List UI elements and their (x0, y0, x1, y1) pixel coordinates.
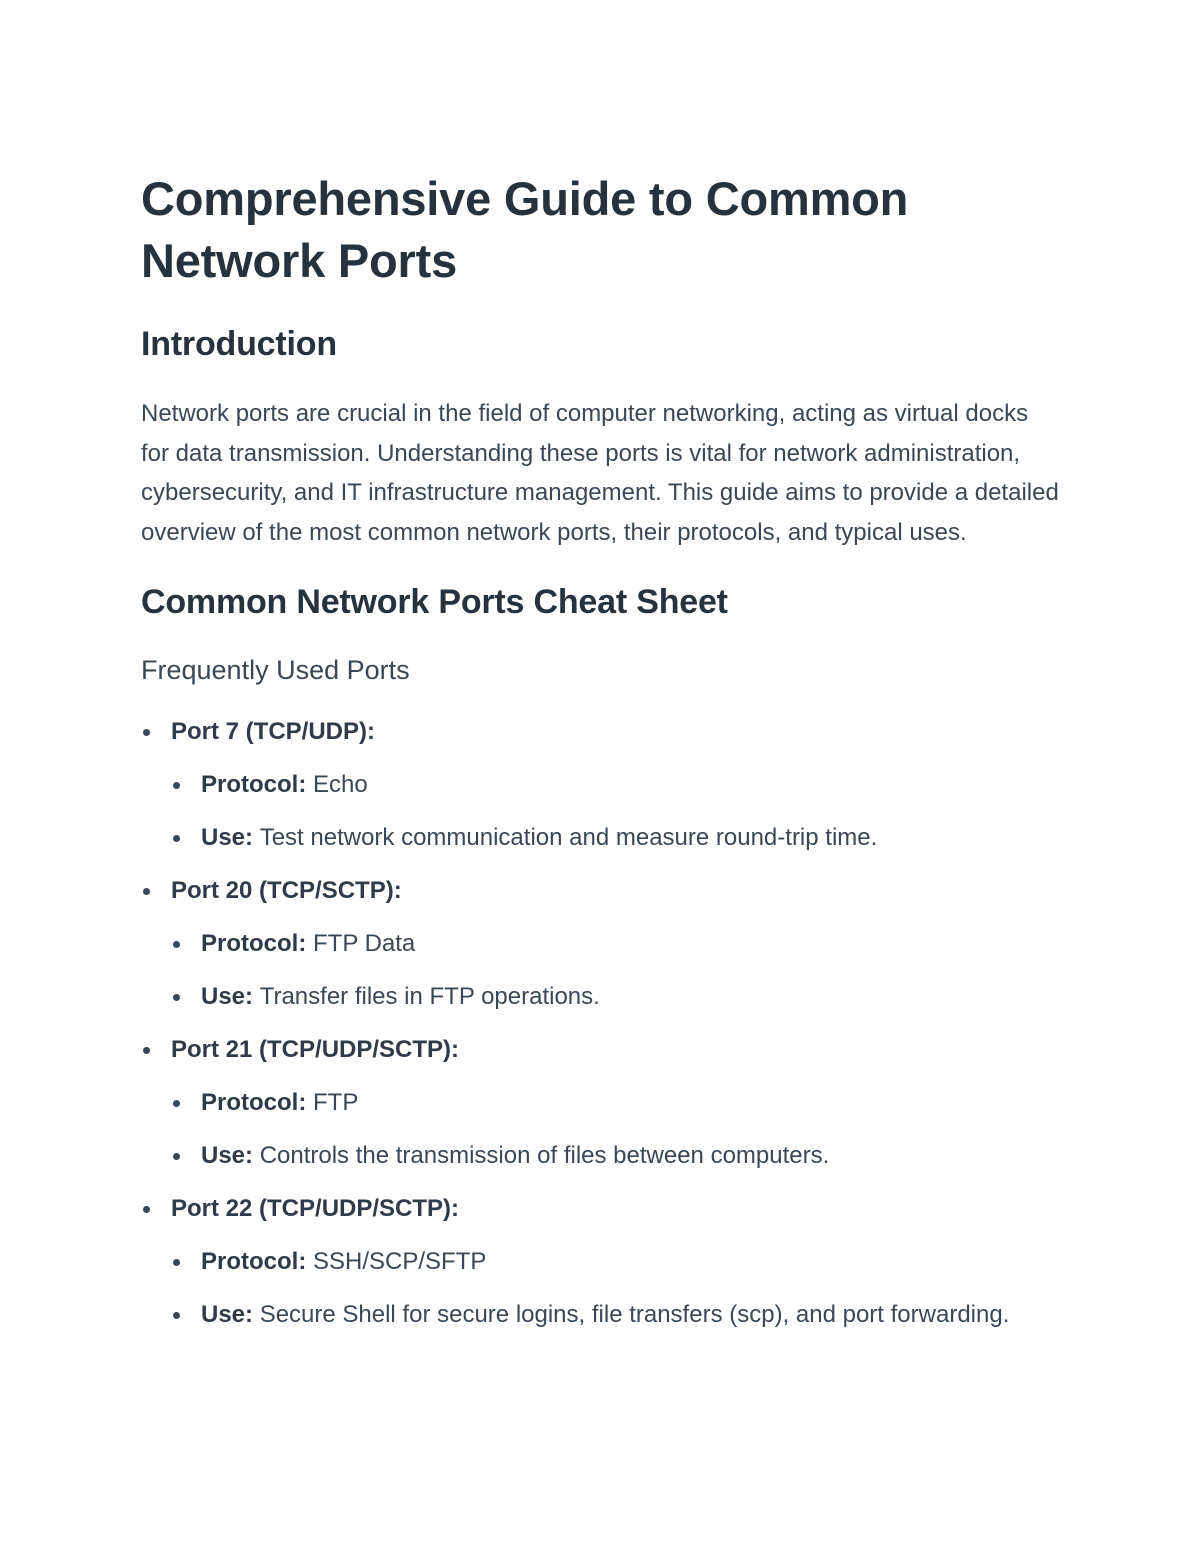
port-protocol (171, 765, 1061, 805)
protocol-value: FTP (313, 1089, 359, 1116)
port-title: Port 7 (TCP/UDP): (171, 718, 375, 745)
port-protocol (171, 1242, 1061, 1282)
port-item (141, 712, 1061, 858)
bullet-icon (173, 1259, 180, 1266)
document-page (141, 168, 1061, 1348)
port-use (171, 1136, 1061, 1176)
bullet-icon (173, 941, 180, 948)
ports-list (141, 712, 1061, 1335)
use-label: Use: (201, 983, 260, 1010)
protocol-label: Protocol: (201, 1089, 313, 1116)
port-details (171, 765, 1061, 858)
port-use (171, 977, 1061, 1017)
port-details (171, 924, 1061, 1017)
bullet-icon (173, 782, 180, 789)
bullet-icon (143, 729, 150, 736)
document-title: Comprehensive Guide to Common Network Ports (141, 172, 909, 287)
port-details (171, 1242, 1061, 1335)
bullet-icon (143, 1047, 150, 1054)
protocol-label: Protocol: (201, 771, 313, 798)
port-use (171, 818, 1061, 858)
bullet-icon (173, 835, 180, 842)
cheat-sheet-heading: Common Network Ports Cheat Sheet (141, 583, 728, 621)
bullet-icon (173, 1153, 180, 1160)
protocol-label: Protocol: (201, 1248, 313, 1275)
protocol-value: FTP Data (313, 930, 416, 957)
bullet-icon (143, 1206, 150, 1213)
bullet-icon (173, 994, 180, 1001)
use-label: Use: (201, 1142, 260, 1169)
port-protocol (171, 924, 1061, 964)
bullet-icon (173, 1312, 180, 1319)
use-value: Controls the transmission of files between computers. (259, 1142, 830, 1169)
port-details (171, 1083, 1061, 1176)
use-label: Use: (201, 1301, 260, 1328)
protocol-label: Protocol: (201, 930, 313, 957)
frequently-used-ports-heading: Frequently Used Ports (141, 655, 410, 685)
bullet-icon (173, 1100, 180, 1107)
port-use (171, 1295, 1061, 1335)
bullet-icon (143, 888, 150, 895)
introduction-heading: Introduction (141, 325, 337, 363)
use-value: Secure Shell for secure logins, file transfers (scp), and port forwarding. (259, 1301, 1010, 1328)
port-item (141, 871, 1061, 1017)
use-value: Transfer files in FTP operations. (259, 983, 600, 1010)
introduction-paragraph: Network ports are crucial in the field of computer networking, acting as virtual docks for data transmission. Understanding these ports is vital for network administration, cybersecurity, and IT infrastructure management. This guide aims to provide a detailed overview of the most common network ports, their protocols, and typical uses. (141, 400, 1059, 546)
port-item (141, 1030, 1061, 1176)
use-label: Use: (201, 824, 260, 851)
protocol-value: SSH/SCP/SFTP (313, 1248, 487, 1275)
port-title: Port 21 (TCP/UDP/SCTP): (171, 1036, 460, 1063)
port-item (141, 1189, 1061, 1335)
port-protocol (171, 1083, 1061, 1123)
use-value: Test network communication and measure round-trip time. (259, 824, 878, 851)
protocol-value: Echo (313, 771, 368, 798)
port-title: Port 22 (TCP/UDP/SCTP): (171, 1195, 460, 1222)
port-title: Port 20 (TCP/SCTP): (171, 877, 402, 904)
